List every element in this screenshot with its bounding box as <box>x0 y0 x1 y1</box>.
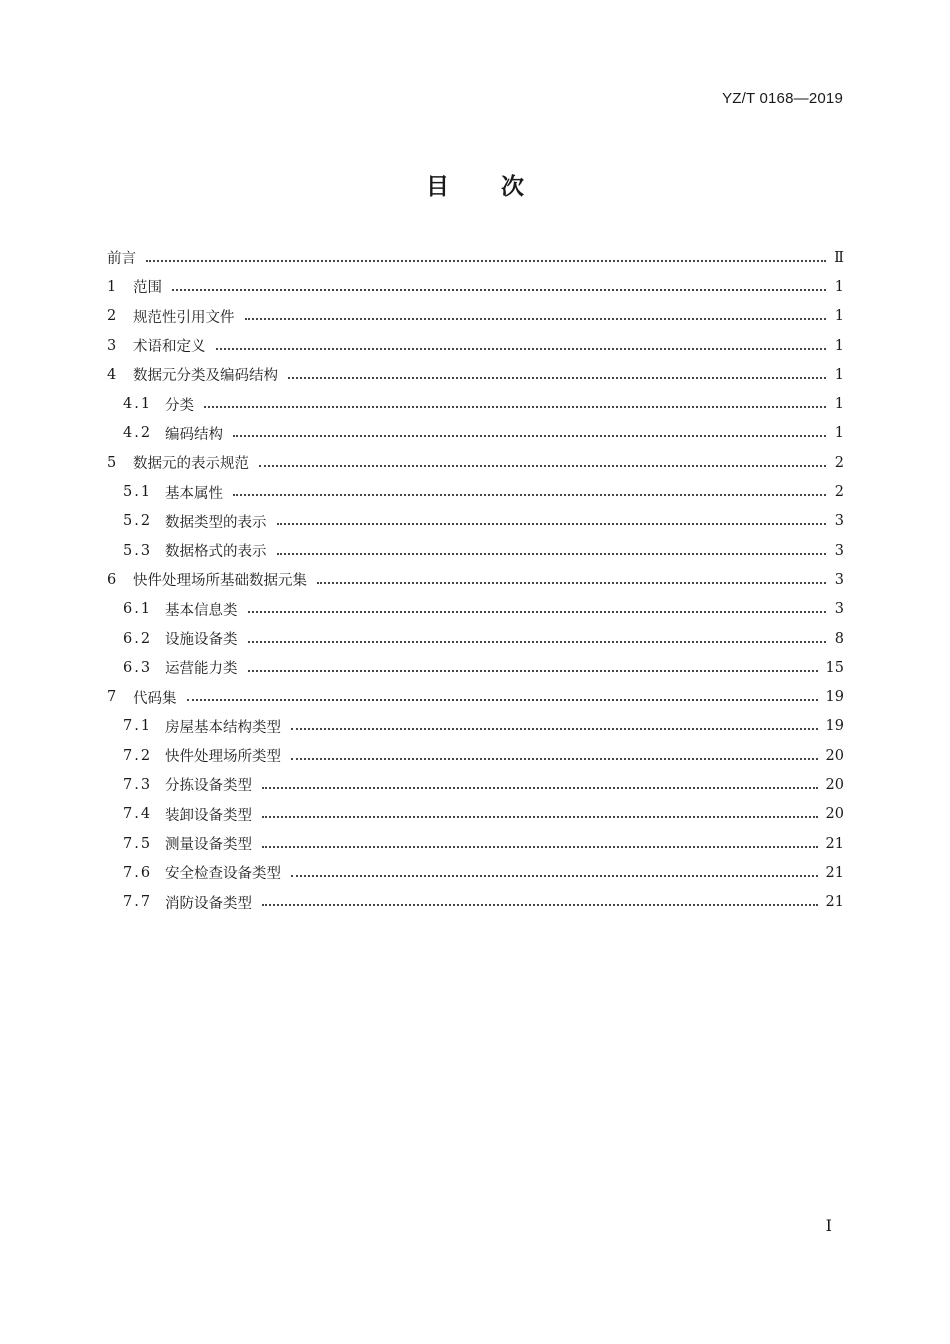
toc-dot-leader <box>187 699 818 701</box>
toc-entry-number: 6 <box>107 571 117 588</box>
toc-entry-title: 数据类型的表示 <box>165 514 267 531</box>
toc-entry-page: 19 <box>825 689 844 706</box>
toc-dot-leader <box>245 318 827 320</box>
toc-entry-page: 15 <box>825 659 844 676</box>
toc-entry[interactable] <box>107 272 844 301</box>
toc-entry-number: 4.1 <box>123 396 153 413</box>
toc-entry-page: 3 <box>834 571 844 588</box>
toc-entry-page: 20 <box>825 747 844 764</box>
toc-entry-title: 消防设备类型 <box>165 895 252 912</box>
toc-entry-page: Ⅱ <box>834 249 844 266</box>
toc-entry-title: 快件处理场所类型 <box>165 749 281 766</box>
toc-entry[interactable] <box>107 477 844 506</box>
toc-entry-page: 1 <box>834 278 844 295</box>
toc-dot-leader <box>317 582 826 584</box>
toc-entry-title: 装卸设备类型 <box>165 807 252 824</box>
toc-dot-leader <box>146 260 826 262</box>
toc-entry-title: 数据元分类及编码结构 <box>133 368 278 385</box>
toc-entry-page: 21 <box>825 894 844 911</box>
toc-entry-title: 分拣设备类型 <box>165 778 252 795</box>
toc-entry-number: 7.3 <box>123 776 153 793</box>
toc-entry-title: 数据格式的表示 <box>165 544 267 561</box>
toc-entry-page: 3 <box>834 601 844 618</box>
toc-dot-leader <box>277 553 827 555</box>
toc-entry-number: 2 <box>107 308 117 325</box>
toc-dot-leader <box>262 846 818 848</box>
toc-entry-title: 分类 <box>165 397 194 414</box>
toc-entry-page: 19 <box>825 718 844 735</box>
toc-entry[interactable] <box>107 624 844 653</box>
toc-entry-title: 术语和定义 <box>133 339 206 356</box>
toc-entry-title: 设施设备类 <box>165 632 238 648</box>
toc-entry-number: 3 <box>107 337 117 354</box>
toc-entry[interactable] <box>107 331 844 360</box>
toc-entry-number: 5.1 <box>123 484 153 501</box>
toc-dot-leader <box>233 494 826 496</box>
toc-entry-number: 7.5 <box>123 835 153 852</box>
toc-entry-title: 规范性引用文件 <box>133 309 235 326</box>
toc-entry-page: 21 <box>825 835 844 852</box>
toc-entry[interactable] <box>107 389 844 418</box>
toc-entry-number: 7.4 <box>123 806 153 823</box>
toc-dot-leader <box>262 904 818 906</box>
toc-entry-title: 前言 <box>107 251 136 268</box>
toc-entry-number: 5 <box>107 454 117 471</box>
toc-entry-number: 5.3 <box>123 542 153 559</box>
toc-entry-page: 8 <box>834 630 844 647</box>
toc-entry-number: 7 <box>107 689 117 706</box>
toc-entry-title: 运营能力类 <box>165 661 238 678</box>
toc-entry-number: 5.2 <box>123 513 153 530</box>
document-code: YZ/T 0168—2019 <box>722 90 843 107</box>
toc-dot-leader <box>291 728 818 730</box>
title-char-1: 目 <box>426 174 449 200</box>
toc-entry[interactable] <box>107 653 844 682</box>
toc-entry-page: 2 <box>834 484 844 501</box>
toc-entry[interactable] <box>107 507 844 536</box>
toc-entry-number: 7.6 <box>123 864 153 881</box>
toc-entry-page: 20 <box>825 806 844 823</box>
toc-entry-number: 7.2 <box>123 747 153 764</box>
toc-entry-page: 2 <box>834 454 844 471</box>
toc-entry-title: 编码结构 <box>165 426 223 443</box>
toc-entry-number: 7.7 <box>123 894 153 911</box>
toc-entry-number: 4.2 <box>123 425 153 442</box>
toc-entry-page: 1 <box>834 308 844 325</box>
toc-dot-leader <box>262 787 818 789</box>
title-char-2: 次 <box>501 174 524 200</box>
toc-entry-title: 数据元的表示规范 <box>133 456 249 473</box>
toc-entry-title: 快件处理场所基础数据元集 <box>133 573 307 590</box>
toc-dot-leader <box>248 641 827 643</box>
toc-entry[interactable] <box>107 800 844 829</box>
toc-entry[interactable] <box>107 888 844 917</box>
toc-entry-number: 6.1 <box>123 601 153 618</box>
toc-entry-number: 7.1 <box>123 718 153 735</box>
toc-dot-leader <box>259 465 826 467</box>
toc-entry[interactable] <box>107 595 844 624</box>
toc-dot-leader <box>291 758 818 760</box>
toc-entry[interactable] <box>107 741 844 770</box>
toc-entry-number: 6.3 <box>123 659 153 676</box>
table-of-contents <box>107 243 844 917</box>
toc-entry-page: 21 <box>825 864 844 881</box>
toc-entry-title: 基本属性 <box>165 485 223 502</box>
toc-dot-leader <box>277 523 827 525</box>
toc-entry[interactable] <box>107 712 844 741</box>
toc-dot-leader <box>172 289 826 291</box>
toc-entry[interactable] <box>107 243 844 272</box>
toc-entry[interactable] <box>107 565 844 594</box>
toc-entry-page: 3 <box>834 542 844 559</box>
toc-entry-title: 代码集 <box>133 690 177 707</box>
toc-dot-leader <box>233 435 826 437</box>
toc-entry[interactable] <box>107 536 844 565</box>
toc-entry-title: 测量设备类型 <box>165 837 252 854</box>
toc-entry[interactable] <box>107 448 844 477</box>
toc-dot-leader <box>291 875 818 877</box>
page-title <box>0 168 950 201</box>
toc-dot-leader <box>204 406 826 408</box>
toc-entry[interactable] <box>107 682 844 711</box>
toc-entry[interactable] <box>107 770 844 799</box>
toc-dot-leader <box>288 377 826 379</box>
toc-dot-leader <box>248 670 818 672</box>
toc-entry[interactable] <box>107 858 844 887</box>
toc-entry-title: 基本信息类 <box>165 602 238 619</box>
toc-entry[interactable] <box>107 829 844 858</box>
toc-entry-page: 1 <box>834 337 844 354</box>
toc-entry-page: 1 <box>834 366 844 383</box>
toc-entry-number: 6.2 <box>123 630 153 647</box>
toc-entry-page: 1 <box>834 396 844 413</box>
toc-dot-leader <box>262 816 818 818</box>
toc-entry-title: 房屋基本结构类型 <box>165 719 281 736</box>
toc-entry-title: 安全检查设备类型 <box>165 866 281 883</box>
toc-entry[interactable] <box>107 360 844 389</box>
toc-entry[interactable] <box>107 419 844 448</box>
toc-entry-page: 20 <box>825 776 844 793</box>
toc-entry-number: 1 <box>107 278 117 295</box>
toc-entry-page: 1 <box>834 425 844 442</box>
toc-dot-leader <box>216 348 827 350</box>
toc-entry-page: 3 <box>834 513 844 530</box>
page-number: I <box>825 1216 832 1235</box>
toc-entry[interactable] <box>107 302 844 331</box>
toc-entry-number: 4 <box>107 366 117 383</box>
toc-entry-title: 范围 <box>133 280 162 297</box>
toc-dot-leader <box>248 611 827 613</box>
